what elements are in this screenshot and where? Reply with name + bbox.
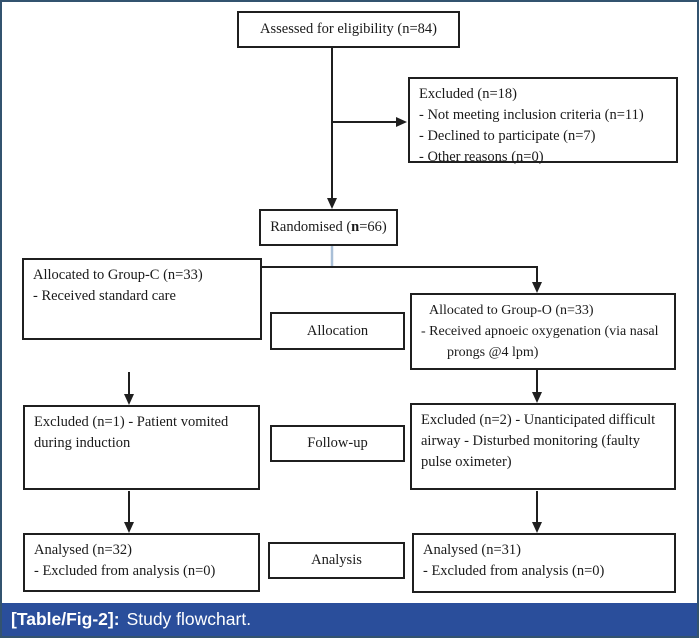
randomised-box [259, 209, 398, 246]
group-c-intervention: - Received standard care [33, 288, 176, 304]
randomised-text: Randomised (n=66) [270, 219, 387, 235]
allocated-group-o-box [410, 293, 676, 370]
allocated-group-c-box [22, 258, 262, 340]
group-c-title: Allocated to Group-C (n=33) [33, 267, 203, 283]
arrow-excluded-c-to-analysed [124, 491, 134, 533]
excluded-reason-inclusion: - Not meeting inclusion criteria (n=11) [419, 107, 644, 123]
followup-label-text: Follow-up [307, 435, 368, 451]
arrow-group-o-to-excluded [532, 370, 542, 403]
arrow-assessed-to-randomised [327, 48, 337, 209]
assessed-eligibility-text: Assessed for eligibility (n=84) [260, 21, 437, 37]
arrow-group-c-to-excluded [124, 372, 134, 405]
figure-caption-text: Study flowchart. [126, 609, 252, 629]
assessed-eligibility-box [237, 11, 460, 48]
arrow-split-to-group-o [262, 267, 542, 293]
analysed-group-o-box [412, 533, 676, 593]
analysed-group-c-box [23, 533, 260, 592]
figure-caption-bar [2, 603, 697, 636]
stage-label-followup [270, 425, 405, 462]
excluded-group-c-text: Excluded (n=1) - Patient vomited during induction [34, 414, 229, 451]
figure-caption-label: [Table/Fig-2]: [11, 609, 120, 629]
excluded-reason-declined: - Declined to participate (n=7) [419, 128, 596, 144]
analysed-c-excluded: - Excluded from analysis (n=0) [34, 563, 216, 579]
excluded-enrollment-title: Excluded (n=18) [419, 86, 517, 102]
excluded-reason-other: - Other reasons (n=0) [419, 149, 544, 165]
arrow-excluded-o-to-analysed [532, 491, 542, 533]
analysis-label-text: Analysis [311, 552, 362, 568]
excluded-group-o-text: Excluded (n=2) - Unanticipated difficult airway - Disturbed monitoring (faulty pulse oximeter) [421, 412, 656, 470]
allocation-label-text: Allocation [306, 322, 369, 339]
stage-label-analysis [268, 542, 405, 579]
analysed-c-title: Analysed (n=32) [34, 542, 132, 558]
excluded-enrollment-box [408, 77, 678, 163]
excluded-group-o-box [410, 403, 676, 490]
analysed-o-title: Analysed (n=31) [423, 542, 521, 558]
excluded-group-c-box [23, 405, 260, 490]
group-o-intervention: - Received apnoeic oxygenation (via nasal prongs @4 lpm) [421, 324, 659, 360]
analysed-o-excluded: - Excluded from analysis (n=0) [423, 563, 605, 579]
arrow-to-excluded-top [332, 117, 407, 127]
group-o-title: Allocated to Group-O (n=33) [429, 303, 594, 318]
stage-label-allocation [270, 312, 405, 350]
